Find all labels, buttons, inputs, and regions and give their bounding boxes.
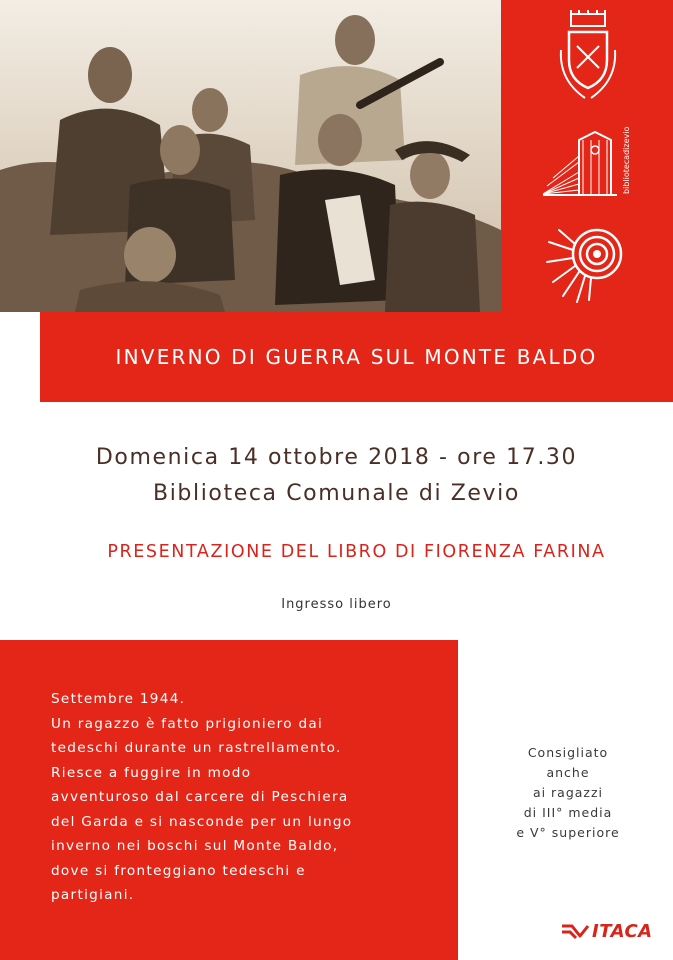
- library-logo-text: bibliotecadizevio: [622, 126, 631, 194]
- advice-line: anche: [546, 765, 590, 780]
- spiral-sun-icon: [545, 222, 625, 304]
- advice-line: ai ragazzi: [532, 785, 604, 800]
- logo-panel: [501, 0, 673, 312]
- synopsis-line: Un ragazzo è fatto prigioniero dai: [51, 715, 324, 732]
- book-presentation-subtitle: PRESENTAZIONE DEL LIBRO DI FIORENZA FARINA: [107, 542, 606, 562]
- historical-photo: [0, 0, 501, 312]
- library-building-icon: [543, 112, 635, 200]
- publisher-logo: [560, 918, 653, 944]
- synopsis-line: dove si fronteggiano tedeschi e: [51, 862, 306, 879]
- synopsis-line: tedeschi durante un rastrellamento.: [51, 740, 342, 756]
- advice-line: Consigliato: [527, 745, 609, 760]
- synopsis-line: partigiani.: [51, 887, 135, 903]
- itaca-logo-icon: [560, 922, 590, 940]
- event-place: Biblioteca Comunale di Zevio: [153, 481, 520, 506]
- advice-line: e V° superiore: [516, 825, 620, 840]
- synopsis-line: Riesce a fuggire in modo: [51, 764, 252, 781]
- synopsis-line: del Garda e si nasconde per un lungo: [51, 813, 353, 830]
- publisher-name: ITACA: [592, 920, 653, 942]
- synopsis-line: avventuroso dal carcere di Peschiera: [51, 789, 349, 805]
- synopsis-text: [51, 687, 451, 908]
- title-band: [40, 312, 673, 402]
- partisans-photo-illustration: [0, 0, 501, 312]
- advice-line: di III° media: [523, 805, 613, 820]
- coat-of-arms-icon: [555, 10, 621, 102]
- event-title: INVERNO DI GUERRA SUL MONTE BALDO: [115, 345, 598, 369]
- synopsis-line: inverno nei boschi sul Monte Baldo,: [51, 838, 339, 854]
- age-advice: [488, 743, 648, 843]
- event-date-time: Domenica 14 ottobre 2018 - ore 17.30: [95, 445, 578, 470]
- synopsis-line: Settembre 1944.: [51, 691, 186, 707]
- free-entry-note: Ingresso libero: [281, 597, 392, 612]
